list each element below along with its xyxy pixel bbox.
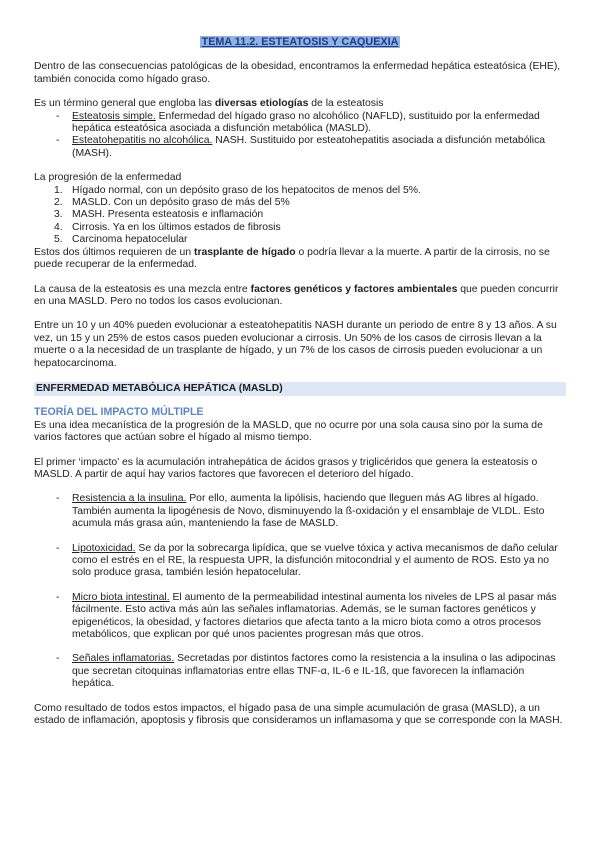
- list-item: 4. Cirrosis. Ya en los últimos estados de fibrosis: [54, 221, 281, 233]
- list-item: 2. MASLD. Con un depósito graso de más del 5%: [54, 197, 290, 209]
- list-item-label: Resistencia a la insulina.: [72, 493, 187, 505]
- cause-paragraph: La causa de la esteatosis es una mezcla entre factores genéticos y factores ambientales que pueden concurrir en una MASLD. Pero no todos los casos evolucionan.: [34, 283, 559, 307]
- list-item: - Micro biota intestinal. El aumento de la permeabilidad intestinal aumenta los niveles de LPS al pasar más fácilmente. Esto activa más aún las señales inflamatorias. Además, se le suman factores genéticos y epigenéticos, la obesidad, y factores dietarios que afecta tanto a la micro biota como a otros procesos metabólicos, que explican por qué unos pacientes progresan más que otros.: [34, 592, 566, 642]
- list-item-label: Esteatosis simple.: [72, 110, 156, 122]
- stats-paragraph: Entre un 10 y un 40% pueden evolucionar a esteatohepatitis NASH durante un periodo de entre 8 y 13 años. A su vez, un 15 y un 25% de estos casos pueden evolucionar a cirrosis. Un 50% de los casos de cirrosis llevan a la muerte o a la necesidad de un trasplante de hígado, y un 7% de los casos de cirrosis pueden evolucionar a un hepatocarcinoma.: [34, 320, 557, 369]
- factors-list: [34, 493, 566, 690]
- subsection-heading: TEORÍA DEL IMPACTO MÚLTIPLE: [34, 406, 204, 419]
- list-item-label: Lipotoxicidad.: [72, 542, 136, 554]
- progression-heading: La progresión de la enfermedad: [34, 172, 182, 184]
- list-item: 3. MASH. Presenta esteatosis e inflamación: [54, 209, 264, 221]
- etiology-list: [34, 111, 566, 161]
- theory-paragraph: Es una idea mecanística de la progresión de la MASLD, que no ocurre por una sola causa sino por la suma de varios factores que actúan sobre el hígado al mismo tiempo.: [34, 419, 543, 444]
- intro-paragraph: Dentro de las consecuencias patológicas de la obesidad, encontramos la enfermedad hepática esteatósica (EHE), también conocida como hígado graso.: [34, 61, 561, 85]
- list-item: - Esteatosis simple. Enfermedad del hígado graso no alcohólico (NAFLD), sustituido por la enfermedad hepática esteatósica asociada a disfunción metabólica (MASLD).: [34, 111, 566, 136]
- list-item-label: Micro biota intestinal.: [72, 591, 170, 603]
- list-item: - Lipotoxicidad. Se da por la sobrecarga lipídica, que se vuelve tóxica y activa mecanismos de daño celular como el estrés en el RE, la respuesta UPR, la disfunción mitocondrial y el aumento de ROS. Esto ya no solo produce grasa, también lesión hepatocelular.: [34, 543, 566, 580]
- first-impact-paragraph: El primer ‘impacto’ es la acumulación intrahepática de ácidos grasos y triglicéridos que genera la esteatosis o MASLD. A partir de aquí hay varios factores que favorecen el deterioro del hígado.: [34, 456, 538, 480]
- list-item-label: Señales inflamatorias.: [72, 653, 175, 665]
- conclusion-paragraph: Como resultado de todos estos impactos, el hígado pasa de una simple acumulación de grasa (MASLD), a un estado de inflamación, apoptosis y fibrosis que consideramos un inflamasoma y que se corresponde con la MASH.: [34, 702, 563, 727]
- list-item: 5. Carcinoma hepatocelular: [54, 234, 188, 246]
- list-item: - Esteatohepatitis no alcohólica. NASH. Sustituido por esteatohepatitis asociada a disfunción metabólica (MASH).: [34, 135, 566, 160]
- progression-note: Estos dos últimos requieren de un trasplante de hígado o podría llevar a la muerte. A partir de la cirrosis, no se puede recuperar de la enfermedad.: [34, 246, 550, 271]
- list-item: - Señales inflamatorias. Secretadas por distintos factores como la resistencia a la insulina o las adipocinas que secretan citoquinas inflamatorias entre ellas TNF-α, IL-6 e IL-1ß, que favorecen la inflamación hepática.: [34, 653, 566, 690]
- list-item-label: Esteatohepatitis no alcohólica.: [72, 135, 213, 147]
- title-wrap: [34, 36, 566, 49]
- page-title: TEMA 11.2. ESTEATOSIS Y CAQUEXIA: [201, 36, 399, 48]
- term-paragraph: Es un término general que engloba las diversas etiologías de la esteatosis: [34, 98, 384, 110]
- section-heading: ENFERMEDAD METABÓLICA HEPÁTICA (MASLD): [34, 382, 566, 396]
- progression-list: [34, 185, 566, 247]
- list-item: - Resistencia a la insulina. Por ello, aumenta la lipólisis, haciendo que lleguen más AG libres al hígado. También aumenta la lipogénesis de Novo, disminuyendo la ß-oxidación y el ensamblaje de VLDL. Esto acumula más grasa aún, manteniendo la fase de MASLD.: [34, 493, 566, 530]
- list-item: 1. Hígado normal, con un depósito graso de los hepatocitos de menos del 5%.: [54, 184, 421, 196]
